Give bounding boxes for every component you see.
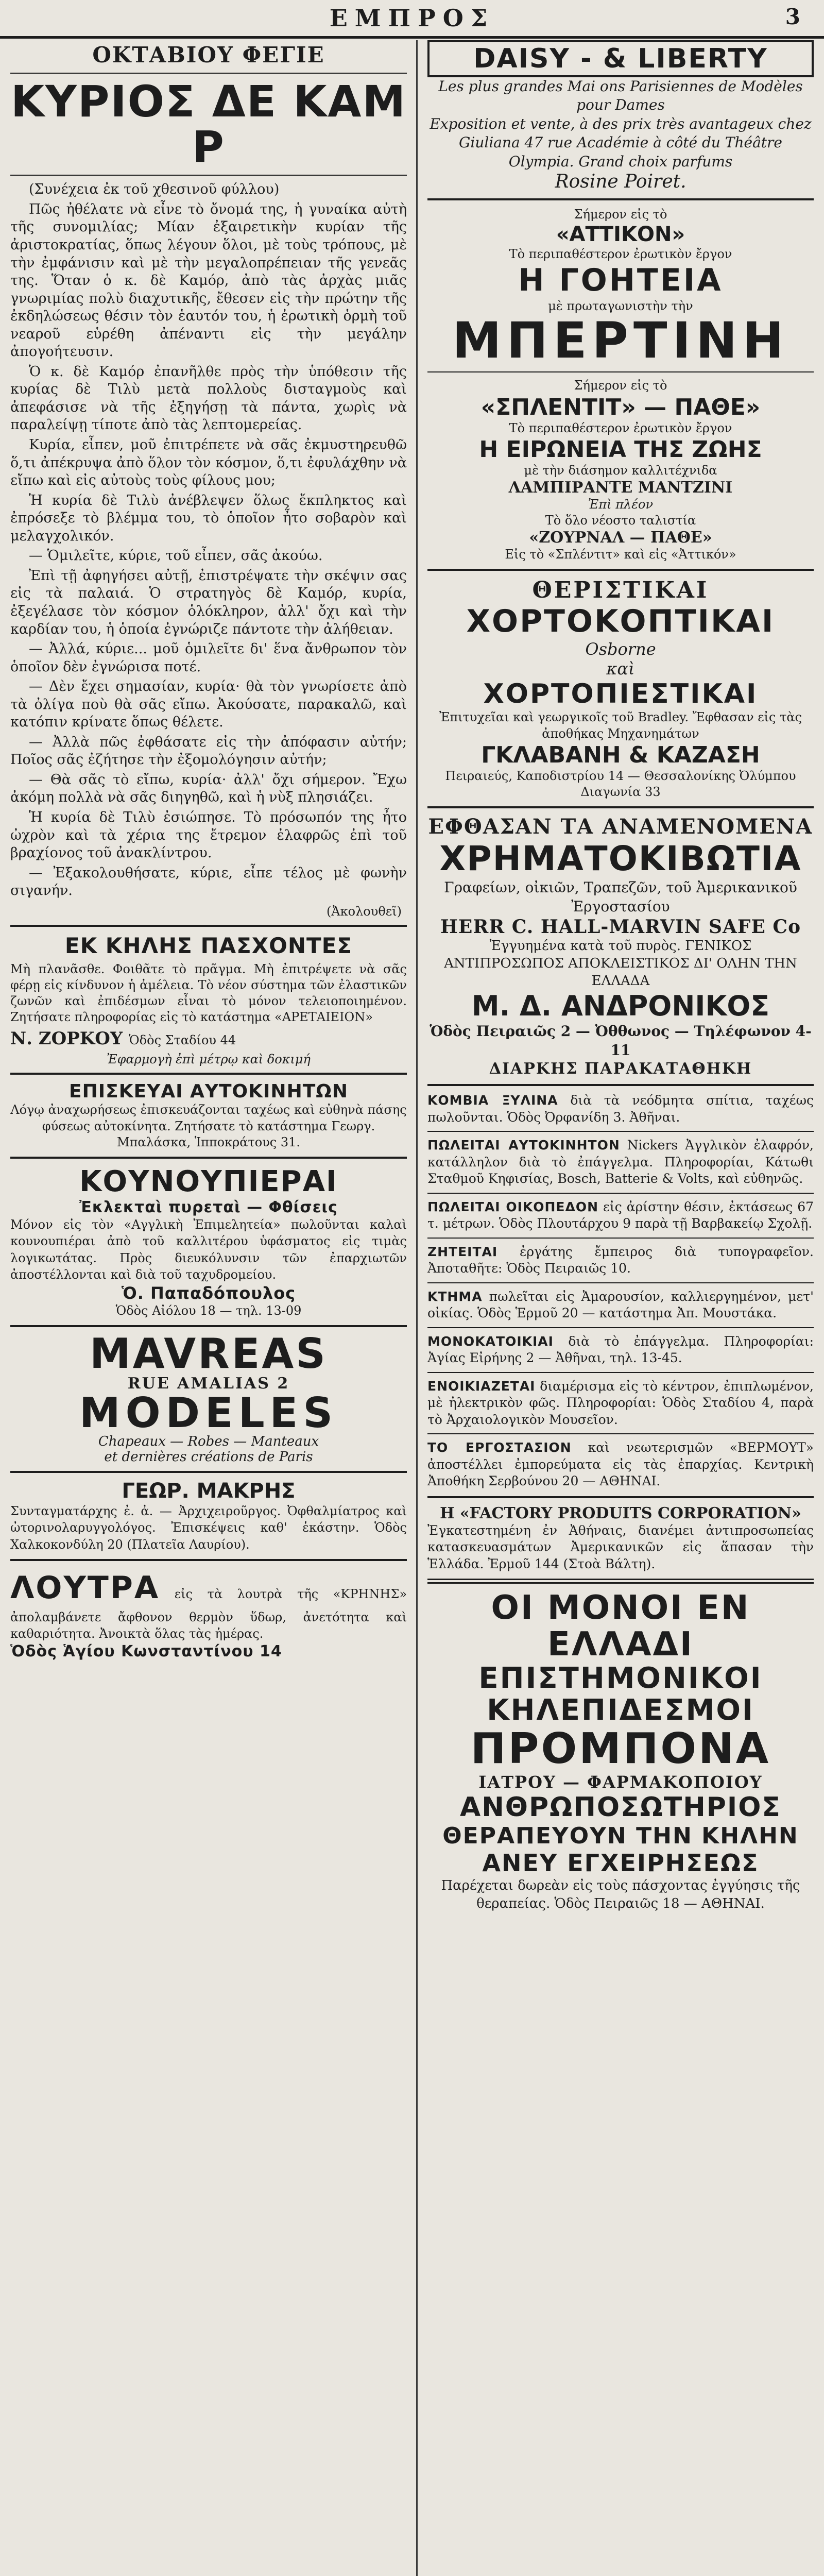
divider bbox=[10, 175, 407, 176]
ad-heading-2: ΕΠΙΣΤΗΜΟΝΙΚΟΙ ΚΗΛΕΠΙΔΕΣΜΟΙ bbox=[478, 1661, 763, 1727]
ad-brand: Osborne bbox=[585, 639, 656, 659]
classified-item bbox=[427, 1378, 814, 1429]
classified-text: καὶ νεωτερισμῶν «ΒΕΡΜΟΥΤ» ἀποστέλλει ἐμπορεύματα εἰς τὰς ἐπαρχίας. Κεντρικὴ Ἀποθήκη Σερβούνου 20 — ΑΘΗΝΑΙ. bbox=[427, 1440, 814, 1489]
classified-lead: ΜΟΝΟΚΑΤΟΙΚΙΑΙ bbox=[427, 1333, 554, 1349]
serial-story bbox=[10, 42, 407, 919]
serial-paragraph: — Ἀλλά, κύριε... μοῦ ὁμιλεῖτε δι' ἕνα ἄνθρωπον τὸν ὁποῖον δὲν ἐγνώρισα ποτέ. bbox=[10, 641, 407, 675]
ad-heading: ΓΕΩΡ. ΜΑΚΡΗΣ bbox=[122, 1479, 296, 1503]
ad-heading: ΛΟΥΤΡΑ bbox=[10, 1569, 160, 1606]
classified-text: ἐργάτης ἔμπειρος διὰ τυπογραφεῖον. Ἀποταθῆτε: Ὁδὸς Πειραιῶς 10. bbox=[427, 1244, 814, 1276]
divider bbox=[427, 1193, 814, 1194]
cinema-today: Σήμερον εἰς τὸ bbox=[574, 207, 667, 222]
ad-brand: MAVREAS bbox=[90, 1329, 328, 1378]
classified-lead: ΠΩΛΕΙΤΑΙ ΑΥΤΟΚΙΝΗΤΟΝ bbox=[427, 1138, 620, 1153]
ad-brand: Rosine Poiret. bbox=[555, 171, 686, 192]
ad-heading-3: ΑΝΘΡΩΠΟΣΩΤΗΡΙΟΣ bbox=[460, 1792, 781, 1823]
classified-item bbox=[427, 1137, 814, 1188]
serial-paragraph: Κυρία, εἶπεν, μοῦ ἐπιτρέπετε νὰ σᾶς ἐκμυστηρευθῶ ὅ,τι ἀπέκρυψα ἀπὸ ὅλον τὸν κόσμον, ὅ,τι ἐφυλάχθην νὰ εἴπω καὶ εἰς αὐτοὺς τοὺς φίλους μου; bbox=[10, 437, 407, 489]
ad-seller: Ὁ. Παπαδόπουλος bbox=[121, 1283, 296, 1303]
ad-address: Ὁδὸς Πειραιῶς 2 — Ὀθθωνος — Τηλέφωνον 4-11 bbox=[430, 1023, 812, 1059]
serial-paragraph: (Συνέχεια ἐκ τοῦ χθεσινοῦ φύλλου) bbox=[29, 181, 280, 198]
ad-mosquito-nets bbox=[10, 1165, 407, 1319]
ad-car-repair bbox=[10, 1081, 407, 1150]
ad-body-2: Exposition et vente, à des prix très avantageux chez bbox=[430, 115, 812, 132]
ad-prombona-hernia bbox=[427, 1590, 814, 1913]
ad-signature-name: Ν. ΖΟΡΚΟΥ bbox=[10, 1028, 123, 1049]
classified-text: εἰς ἀρίστην θέσιν, ἐκτάσεως 67 τ. μέτρων. Ὁδὸς Πλουτάρχου 9 παρὰ τῇ Βαρβακείῳ Σχολῇ. bbox=[427, 1199, 814, 1231]
serial-paragraph: — Θὰ σᾶς τὸ εἴπω, κυρία· ἀλλ' ὄχι σήμερον. Ἔχω ἀκόμη πολλὰ νὰ σᾶς διηγηθῶ, καὶ ἡ νὺξ πλησιάζει. bbox=[10, 771, 407, 806]
classified-lead: ΠΩΛΕΙΤΑΙ ΟΙΚΟΠΕΔΟΝ bbox=[427, 1199, 599, 1214]
cinema-star: ΛΑΜΠΙΡΑΝΤΕ ΜΑΝΤΖΙΝΙ bbox=[508, 478, 733, 497]
ad-heading-5: ΑΝΕΥ ΕΓΧΕΙΡΗΣΕΩΣ bbox=[482, 1849, 759, 1877]
ad-heading-2: ΧΡΗΜΑΤΟΚΙΒΩΤΙΑ bbox=[439, 839, 802, 879]
ad-agent: Μ. Δ. ΑΝΔΡΟΝΙΚΟΣ bbox=[471, 990, 770, 1023]
classified-text: Nickers Ἀγγλικὸν ἐλαφρόν, κατάλληλον διὰ τὸ ἐπάγγελμα. Πληροφορίαι, Κάτωθι Σταθμοῦ Κηφισίας, Bosch, Batterie & Volts, καὶ εὐθηνῶς. bbox=[427, 1138, 814, 1187]
divider bbox=[10, 1559, 407, 1561]
cinema-desc: μὲ τὴν διάσημον καλλιτέχνιδα bbox=[524, 463, 717, 478]
ad-body: Ἐγκατεστημένη ἐν Ἀθήναις, διανέμει ἀντιπροσωπείας κατασκευασμάτων Ἀμερικανικῶν εἰς ἅπασαν τὴν Ἑλλάδα. Ἐρμοῦ 144 (Στοὰ Βάλτη). bbox=[427, 1522, 814, 1571]
serial-author: ΟΚΤΑΒΙΟΥ ΦΕΓΙΕ bbox=[92, 42, 325, 67]
ad-cinema bbox=[427, 207, 814, 563]
ad-doctor-makris bbox=[10, 1479, 407, 1553]
divider bbox=[427, 1282, 814, 1283]
cinema-today: Σήμερον εἰς τὸ bbox=[574, 378, 667, 393]
ad-heading: DAISY - & LIBERTY bbox=[427, 40, 814, 77]
divider bbox=[427, 1372, 814, 1373]
ad-address: Ὁδὸς Αἰόλου 18 — τηλ. 13-09 bbox=[115, 1303, 302, 1318]
divider bbox=[427, 198, 814, 200]
serial-paragraph: Πῶς ἠθέλατε νὰ εἶνε τὸ ὄνομά της, ἡ γυναίκα αὐτὴ τῆς συνομιλίας; Μίαν ἐξαιρετικὴν κυρίαν τῆς ἀριστοκρατίας, ὅπως λέγουν ὅλοι, μὲ τοὺς τρόπους, μὲ τὴν ἐμφάνισιν καὶ μὲ τὴν μεγαλοπρέπειαν τῆς γενεᾶς της. Ὅταν ὁ κ. δὲ Καμόρ, ἀπὸ τὰς ἀρχὰς μιᾶς γνωριμίας πολὺ διαχυτικῆς, ἔθεσεν εἰς τὴν πρώτην τῆς ἐκδηλώσεως θέσιν τὸν ἑαυτόν του, ἡ ἐρωτικὴ ὁρμὴ τοῦ νεαροῦ εὑρέθη ἀπέναντι εἰς τὴν μεγάλην ἀπογοήτευσιν. bbox=[10, 201, 407, 360]
ad-body: Συνταγματάρχης ἐ. ἀ. — Ἀρχιχειροῦργος. Ὀφθαλμίατρος καὶ ὠτορινολαρυγγολόγος. Ἐπισκέψεις καθ' ἑκάστην. Ὁδὸς Χαλκοκονδύλη 20 (Πλατεῖα Λαυρίου). bbox=[10, 1503, 407, 1552]
divider bbox=[427, 371, 814, 372]
ad-mavreas bbox=[10, 1329, 407, 1465]
divider bbox=[427, 1496, 814, 1498]
ad-subheading: Ἐκλεκταὶ πυρεταὶ — Φθίσεις bbox=[79, 1198, 338, 1217]
divider bbox=[427, 1084, 814, 1086]
divider bbox=[427, 1433, 814, 1434]
classified-item bbox=[427, 1333, 814, 1367]
ad-dealer: ΓΚΛΑΒΑΝΗ & ΚΑΖΑΣΗ bbox=[481, 741, 760, 768]
ad-address: Πειραιεύς, Καποδιστρίου 14 — Θεσσαλονίκης Ὀλύμπου Διαγωνία 33 bbox=[445, 768, 796, 799]
classified-text: διὰ τὰ νεόδμητα σπίτια, ταχέως πωλοῦνται. Ὁδὸς Ὀρφανίδη 3. Ἀθῆναι. bbox=[427, 1093, 814, 1125]
ad-address: Ὁδὸς Σταδίου 44 bbox=[129, 1033, 236, 1048]
ad-body: Μὴ πλανᾶσθε. Φοιθᾶτε τὸ πρᾶγμα. Μὴ ἐπιτρέψετε νὰ σᾶς φέρῃ εἰς κίνδυνον ἡ ἀμέλεια. Τὸ νέον σύστημα τῶν ἐλαστικῶν ζωνῶν καὶ ἐπιδέσμων εἶναι τὸ μόνον τελειοποιημένον. Ζητήσατε πληροφορίας εἰς τὸ κατάστημα «ΑΡΕΤΑΙΕΙΟΝ» bbox=[10, 961, 407, 1025]
ad-body: Γραφείων, οἰκιῶν, Τραπεζῶν, τοῦ Ἀμερικανικοῦ Ἐργοστασίου bbox=[444, 879, 797, 915]
divider bbox=[10, 1325, 407, 1327]
ad-heading: Η «FACTORY PRODUITS CORPORATION» bbox=[440, 1504, 801, 1522]
classified-lead: ΚΤΗΜΑ bbox=[427, 1289, 483, 1304]
column-rule bbox=[416, 40, 418, 2576]
ad-heading: ΕΦΘΑΣΑΝ ΤΑ ΑΝΑΜΕΝΟΜΕΝΑ bbox=[428, 815, 813, 839]
classified-lead: ΤΟ ΕΡΓΟΣΤΑΣΙΟΝ bbox=[427, 1440, 572, 1455]
ad-factory-corporation bbox=[427, 1504, 814, 1573]
cinema-desc: μὲ πρωταγωνιστὴν τὴν bbox=[548, 299, 693, 314]
classified-lead: ΕΝΟΙΚΙΑΖΕΤΑΙ bbox=[427, 1378, 536, 1394]
left-column bbox=[10, 40, 407, 2576]
ad-heading-2: ΧΟΡΤΟΚΟΠΤΙΚΑΙ bbox=[466, 603, 775, 640]
ad-address: RUE AMALIAS 2 bbox=[127, 1374, 290, 1393]
divider bbox=[10, 1157, 407, 1159]
serial-paragraph: Ἡ κυρία δὲ Τιλὺ ἐσιώπησε. Τὸ πρόσωπόν της ἦτο ὠχρὸν καὶ τὰ χέρια της ἔτρεμον ἐλαφρῶς ἐπὶ τοῦ βραχίονος τοῦ ἀνακλίντρου. bbox=[10, 809, 407, 861]
ad-products: Chapeaux — Robes — Manteaux bbox=[98, 1433, 319, 1449]
ad-products-2: et dernières créations de Paris bbox=[104, 1449, 313, 1465]
ad-body: εἰς τὰ λουτρὰ τῆς «ΚΡΗΝΗΣ» ἀπολαμβάνετε ἄφθονον θερμὸν ὕδωρ, ἀνετότητα καὶ καθαριότητα. Ἀνοικτὰ ὅλας τὰς ἡμέρας. bbox=[10, 1586, 407, 1641]
divider bbox=[10, 1073, 407, 1075]
classified-text: διὰ τὸ ἐπάγγελμα. Πληροφορίαι: Ἀγίας Εἰρήνης 2 — Ἀθῆναι, τηλ. 13-45. bbox=[427, 1333, 814, 1366]
ad-heading: ΕΠΙΣΚΕΥΑΙ ΑΥΤΟΚΙΝΗΤΩΝ bbox=[69, 1081, 348, 1103]
right-column bbox=[427, 40, 814, 2576]
classified-lead: ΚΟΜΒΙΑ ΞΥΛΙΝΑ bbox=[427, 1093, 558, 1108]
ad-baths bbox=[10, 1567, 407, 1660]
ad-heading: ΟΙ ΜΟΝΟΙ ΕΝ ΕΛΛΑΔΙ bbox=[491, 1589, 750, 1664]
ad-conjunction: καὶ bbox=[606, 659, 635, 679]
ad-body: Λόγῳ ἀναχωρήσεως ἐπισκευάζονται ταχέως καὶ εὐθηνὰ πάσης φύσεως αὐτοκίνητα. Ζητήσατε τὸ κατάστημα Γεωργ. Μπαλάσκα, Ἱπποκράτους 31. bbox=[10, 1103, 407, 1149]
ad-body-3: Giuliana 47 rue Académie à côté du Théâtre Olympia. Grand choix parfums bbox=[459, 134, 782, 170]
ad-heading-3: ΧΟΡΤΟΠΙΕΣΤΙΚΑΙ bbox=[483, 679, 758, 710]
masthead-title: ΕΜΠΡΟΣ bbox=[329, 4, 495, 32]
classified-text: διαμέρισμα εἰς τὸ κέντρον, ἐπιπλωμένον, μὲ ἠλεκτρικὸν φῶς. Πληροφορίαι: Ὁδὸς Σταδίου 4, παρὰ τὸ Ἀρχαιολογικὸν Μουσεῖον. bbox=[427, 1378, 814, 1427]
ad-brand: ΠΡΟΜΠΟΝΑ bbox=[470, 1724, 771, 1774]
divider bbox=[427, 1327, 814, 1328]
serial-paragraph: Ἐπὶ τῇ ἀφηγήσει αὐτῇ, ἐπιστρέψατε τὴν σκέψιν σας εἰς τὰ παλαιά. Ὁ στρατηγὸς δὲ Καμόρ, κυρία, ἐξεγέλασε τὸν κόσμον ὁλόκληρον, ἀλλ' ὄχι καὶ τὴν καρδίαν του, ἡ ὁποία ἐγνώριζε πάντοτε τὴν ἀλήθειαν. bbox=[10, 567, 407, 637]
ad-daisy-liberty bbox=[427, 40, 814, 192]
classified-lead: ΖΗΤΕΙΤΑΙ bbox=[427, 1244, 498, 1259]
classified-item bbox=[427, 1092, 814, 1126]
cinema-footer: Εἰς τὸ «Σπλέντιτ» καὶ εἰς «Ἀττικόν» bbox=[505, 547, 736, 562]
ad-body: Les plus grandes Mai ons Parisiennes de Modèles pour Dames bbox=[438, 78, 803, 114]
cinema-film-title: Η ΕΙΡΩΝΕΙΑ ΤΗΣ ΖΩΗΣ bbox=[479, 436, 762, 463]
cinema-star: ΜΠΕΡΤΙΝΗ bbox=[452, 311, 789, 369]
divider bbox=[427, 806, 814, 808]
masthead bbox=[0, 0, 824, 39]
serial-continuation: (Ἀκολουθεῖ) bbox=[326, 904, 402, 919]
ad-heading-4: ΘΕΡΑΠΕΥΟΥΝ ΤΗΝ ΚΗΛΗΝ bbox=[442, 1823, 799, 1850]
cinema-film-title: Η ΓΟΗΤΕΙΑ bbox=[518, 262, 723, 299]
serial-paragraph: — Ὁμιλεῖτε, κύριε, τοῦ εἶπεν, σᾶς ἀκούω. bbox=[29, 548, 323, 564]
ad-body: Ἐπιτυχεῖαι καὶ γεωργικοῖς τοῦ Bradley. Ἔφθασαν εἰς τὰς ἀποθήκας Μηχανημάτων bbox=[439, 710, 802, 741]
ad-body-2: Ἐγγυημένα κατὰ τοῦ πυρὸς. ΓΕΝΙΚΟΣ ΑΝΤΙΠΡΟΣΩΠΟΣ ΑΠΟΚΛΕΙΣΤΙΚΟΣ ΔΙ' ΟΛΗΝ ΤΗΝ ΕΛΛΑΔΑ bbox=[444, 938, 797, 989]
serial-paragraph: — Ἐξακολουθήσατε, κύριε, εἶπε τέλος μὲ φωνὴν σιγανήν. bbox=[10, 865, 407, 899]
ad-safes bbox=[427, 815, 814, 1078]
ad-body: Μόνον εἰς τὸν «Αγγλικὴ Ἐπιμελητεία» πωλοῦνται καλαὶ κουνουπιέραι ἀπὸ τοῦ καλλιτέρου ὑφάσματος εἰς τιμὰς λογικωτάτας. Πρὸς διευκόλυνσιν τῶν ἐπαρχιωτῶν ἀποστέλλονται καὶ διὰ τοῦ ταχυδρομείου. bbox=[10, 1217, 407, 1282]
serial-paragraph: — Δὲν ἔχει σημασίαν, κυρία· θὰ τὸν γνωρίσετε ἀπὸ τὰ ὀλίγα ποὺ θὰ σᾶς εἴπω. Ἀκούσατε, παρακαλῶ, καὶ κατόπιν κρίνατε ὅπως θέλετε. bbox=[10, 679, 407, 731]
cinema-venue: «ΑΤΤΙΚΟΝ» bbox=[556, 223, 685, 247]
divider bbox=[427, 1131, 814, 1132]
cinema-desc: Τὸ περιπαθέστερον ἐρωτικὸν ἔργον bbox=[509, 420, 732, 435]
divider bbox=[10, 73, 407, 74]
classified-text: πωλεῖται εἰς Ἀμαρουσίον, καλλιεργημένον, μετ' οἰκίας. Ὁδὸς Ἑρμοῦ 20 — κατάστημα Ἀπ. Μουστάκα. bbox=[427, 1289, 814, 1321]
serial-paragraph: — Ἀλλὰ πῶς ἐφθάσατε εἰς τὴν ἀπόφασιν αὐτήν; Ποῖος σᾶς ἐζήτησε τὴν ἐξομολόγησιν αὐτήν; bbox=[10, 734, 407, 768]
divider bbox=[427, 1238, 814, 1239]
ad-heading: ΚΟΥΝΟΥΠΙΕΡΑΙ bbox=[79, 1165, 338, 1199]
ad-heading: ΘΕΡΙΣΤΙΚΑΙ bbox=[532, 577, 709, 604]
divider bbox=[10, 925, 407, 927]
ad-signature bbox=[10, 1028, 407, 1049]
cinema-film-title: «ΖΟΥΡΝΑΛ — ΠΑΘΕ» bbox=[529, 529, 712, 547]
classified-item bbox=[427, 1199, 814, 1232]
cinema-desc: Τὸ περιπαθέστερον ἐρωτικὸν ἔργον bbox=[509, 247, 732, 262]
serial-title: ΚΥΡΙΟΣ ΔΕ ΚΑΜ Ρ bbox=[10, 76, 407, 173]
ad-subheading: ΙΑΤΡΟΥ — ΦΑΡΜΑΚΟΠΟΙΟΥ bbox=[478, 1772, 763, 1792]
ad-farm-machinery bbox=[427, 577, 814, 800]
cinema-extra: Ἐπὶ πλέον bbox=[588, 497, 654, 512]
cinema-venue: «ΣΠΛΕΝΤΙΤ» — ΠΑΘΕ» bbox=[480, 394, 761, 420]
ad-address: Ὁδὸς Ἁγίου Κωνσταντίνου 14 bbox=[10, 1642, 282, 1660]
divider bbox=[427, 1579, 814, 1584]
ad-body: Παρέχεται δωρεὰν εἰς τοὺς πάσχοντας ἐγγύησις τῆς θεραπείας. Ὁδὸς Πειραιῶς 18 — ΑΘΗΝΑΙ. bbox=[441, 1878, 800, 1912]
divider bbox=[10, 1471, 407, 1473]
ad-body-block bbox=[10, 1567, 407, 1642]
cinema-extra: Τὸ ὅλο νέοστο ταλιστία bbox=[545, 513, 696, 528]
divider bbox=[427, 569, 814, 571]
ad-heading: ΕΚ ΚΗΛΗΣ ΠΑΣΧΟΝΤΕΣ bbox=[64, 933, 353, 958]
page-number: 3 bbox=[785, 4, 800, 29]
ad-footer: ΔΙΑΡΚΗΣ ΠΑΡΑΚΑΤΑΘΗΚΗ bbox=[489, 1060, 752, 1078]
ad-hernia-belts bbox=[10, 933, 407, 1067]
classified-item bbox=[427, 1289, 814, 1322]
ad-footer: Ἐφαρμογὴ ἐπὶ μέτρῳ καὶ δοκιμή bbox=[107, 1052, 311, 1067]
classified-item bbox=[427, 1244, 814, 1277]
ad-manufacturer: HERR C. HALL-MARVIN SAFE Co bbox=[440, 916, 801, 938]
serial-paragraph: Ὁ κ. δὲ Καμόρ ἐπανῆλθε πρὸς τὴν ὑπόθεσιν τῆς κυρίας δὲ Τιλὺ μετὰ πολλοὺς δισταγμοὺς καὶ ἀπεφάσισε νὰ τῆς ἐξηγήσῃ τὰ πάντα, χωρὶς νὰ παραλείψῃ τίποτε ἀπὸ τὰς λεπτομερείας. bbox=[10, 363, 407, 433]
serial-paragraph: Ἡ κυρία δὲ Τιλὺ ἀνέβλεψεν ὅλως ἔκπληκτος καὶ ἐπρόσεξε τὸ βλέμμα του, τὸ ὁποῖον ἦτο σοβαρὸν καὶ μελαγχολικόν. bbox=[10, 492, 407, 544]
classified-item bbox=[427, 1439, 814, 1490]
ad-heading: MODELES bbox=[79, 1388, 338, 1437]
classifieds bbox=[427, 1092, 814, 1490]
